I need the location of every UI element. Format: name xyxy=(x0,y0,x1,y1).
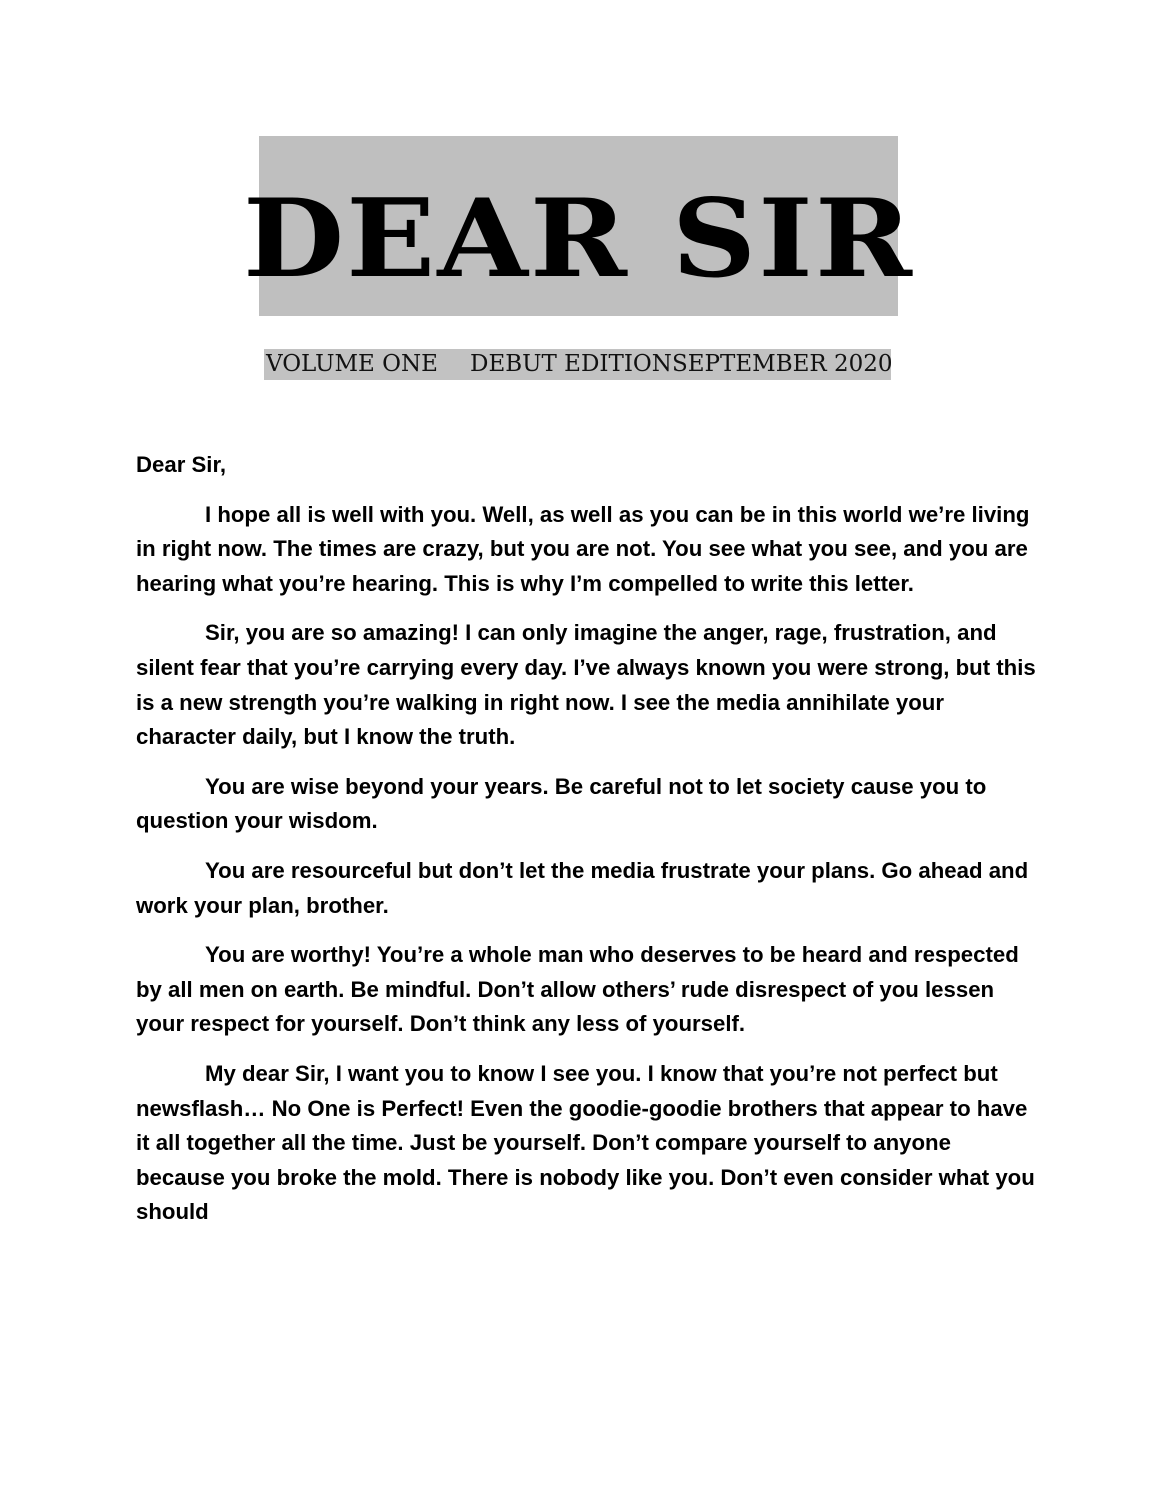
edition-line xyxy=(264,349,891,380)
edition-volume: VOLUME ONE xyxy=(266,351,438,377)
letter-body xyxy=(136,448,1036,1245)
letter-paragraph-6: My dear Sir, I want you to know I see you. I know that you’re not perfect but newsflash… No One is Perfect! Even the goodie-goodie brothers that appear to have it all together all the time. Just be yourself. Don’t compare yourself to anyone because you broke the mold. There is nobody like you. Don’t even consider what you should xyxy=(136,1060,1035,1225)
masthead-title: DEAR SIR xyxy=(242,176,915,302)
letter-salutation: Dear Sir, xyxy=(136,452,227,477)
letter-paragraph-3: You are wise beyond your years. Be careful not to let society cause you to question your wisdom. xyxy=(136,773,987,834)
edition-label: DEBUT EDITION xyxy=(470,351,672,377)
edition-date: SEPTEMBER 2020 xyxy=(672,351,893,377)
letter-paragraph-4: You are resourceful but don’t let the media frustrate your plans. Go ahead and work your plan, brother. xyxy=(136,857,1029,918)
letter-paragraph-2: Sir, you are so amazing! I can only imagine the anger, rage, frustration, and silent fear that you’re carrying every day. I’ve always known you were strong, but this is a new strength you’re walking in right now. I see the media annihilate your character daily, but I know the truth. xyxy=(136,620,1036,750)
masthead-banner xyxy=(242,136,915,316)
letter-paragraph-5: You are worthy! You’re a whole man who deserves to be heard and respected by all men on earth. Be mindful. Don’t allow others’ rude disrespect of you lessen your respect for yourself. Don’t think any less of yourself. xyxy=(136,942,1019,1037)
letter-paragraph-1: I hope all is well with you. Well, as well as you can be in this world we’re living in right now. The times are crazy, but you are not. You see what you see, and you are hearing what you’re hearing. This is why I’m compelled to write this letter. xyxy=(136,501,1030,596)
